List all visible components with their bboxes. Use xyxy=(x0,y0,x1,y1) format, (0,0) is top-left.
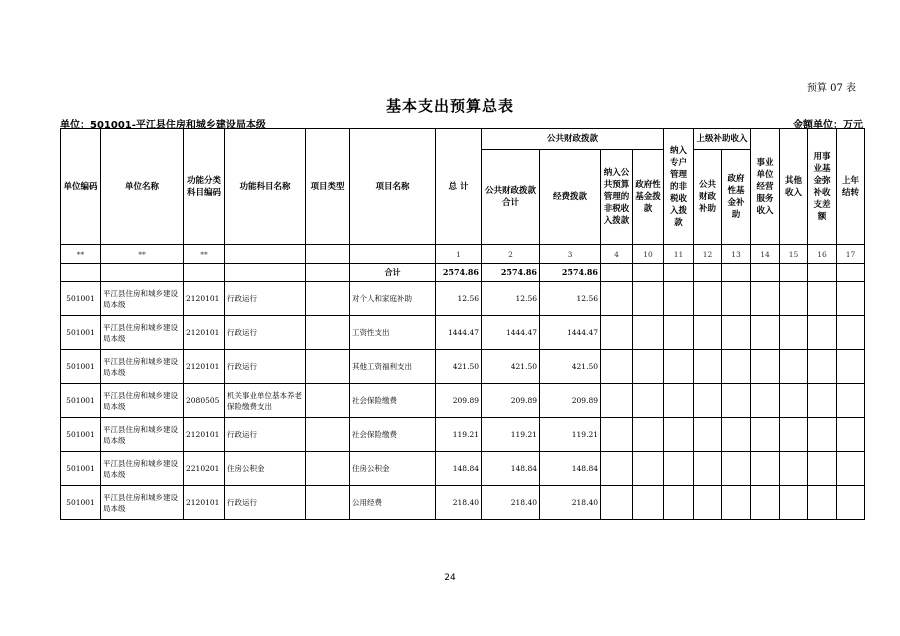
header-unit-name: 单位名称 xyxy=(101,129,184,245)
public-total-cell: 119.21 xyxy=(482,418,540,452)
func-code-cell: 2120101 xyxy=(184,418,225,452)
empty-cell xyxy=(633,264,664,282)
project-name-cell: 住房公积金 xyxy=(350,452,436,486)
project-type-cell xyxy=(306,350,350,384)
header-nontax: 纳入公共预算管理的非税收入拨款 xyxy=(601,150,633,245)
table-row xyxy=(61,418,865,452)
empty-cell xyxy=(664,282,694,316)
empty-cell xyxy=(780,264,808,282)
empty-cell xyxy=(751,282,780,316)
index-cell: 17 xyxy=(837,245,865,264)
empty-cell xyxy=(601,486,633,520)
func-name-cell: 行政运行 xyxy=(225,282,306,316)
empty-cell xyxy=(664,452,694,486)
index-cell: 1 xyxy=(436,245,482,264)
func-code-cell: 2210201 xyxy=(184,452,225,486)
total-cell: 218.40 xyxy=(436,486,482,520)
amount-unit-label: 金额单位：万元 xyxy=(793,120,863,131)
total-cell: 148.84 xyxy=(436,452,482,486)
project-type-cell xyxy=(306,486,350,520)
empty-cell xyxy=(780,282,808,316)
header-fund-balance: 用事业基金弥补收支差额 xyxy=(808,129,837,245)
func-name-cell: 行政运行 xyxy=(225,316,306,350)
empty-cell xyxy=(722,316,751,350)
empty-cell xyxy=(633,452,664,486)
public-total-cell: 218.40 xyxy=(482,486,540,520)
total-cell: 421.50 xyxy=(436,350,482,384)
project-name-cell: 其他工资福利支出 xyxy=(350,350,436,384)
unit-code-cell: 501001 xyxy=(61,384,101,418)
empty-cell xyxy=(633,316,664,350)
empty-cell xyxy=(664,418,694,452)
empty-cell xyxy=(694,452,722,486)
empty-cell xyxy=(808,350,837,384)
public-total-cell: 148.84 xyxy=(482,452,540,486)
index-cell: 15 xyxy=(780,245,808,264)
project-type-cell xyxy=(306,384,350,418)
header-project-name: 项目名称 xyxy=(350,129,436,245)
empty-cell xyxy=(780,316,808,350)
header-total: 总 计 xyxy=(436,129,482,245)
project-type-cell xyxy=(306,418,350,452)
empty-cell xyxy=(751,316,780,350)
header-unit-code: 单位编码 xyxy=(61,129,101,245)
func-name-cell: 行政运行 xyxy=(225,486,306,520)
empty-cell xyxy=(633,486,664,520)
header-row-1 xyxy=(61,129,865,150)
header-func-code: 功能分类科目编码 xyxy=(184,129,225,245)
header-public-total: 公共财政拨款合计 xyxy=(482,150,540,245)
unit-label: 单位：501001-平江县住房和城乡建设局本级 xyxy=(60,120,266,131)
project-type-cell xyxy=(306,452,350,486)
empty-cell xyxy=(808,264,837,282)
index-cell xyxy=(350,245,436,264)
header-special-nontax: 纳入专户管理的非税收入拨款 xyxy=(664,129,694,245)
empty-cell xyxy=(225,264,306,282)
empty-cell xyxy=(751,264,780,282)
empty-cell xyxy=(780,384,808,418)
func-code-cell: 2120101 xyxy=(184,316,225,350)
total-sum: 2574.86 xyxy=(436,264,482,282)
empty-cell xyxy=(664,486,694,520)
func-name-cell: 行政运行 xyxy=(225,350,306,384)
empty-cell xyxy=(633,282,664,316)
func-name-cell: 住房公积金 xyxy=(225,452,306,486)
func-code-cell: 2120101 xyxy=(184,350,225,384)
empty-cell xyxy=(722,384,751,418)
project-type-cell xyxy=(306,316,350,350)
funds-cell: 12.56 xyxy=(540,282,601,316)
index-cell xyxy=(225,245,306,264)
unit-name-cell: 平江县住房和城乡建设局本级 xyxy=(101,350,184,384)
empty-cell xyxy=(837,282,865,316)
index-cell: 11 xyxy=(664,245,694,264)
header-func-name: 功能科目名称 xyxy=(225,129,306,245)
header-group-superior-subsidy: 上级补助收入 xyxy=(694,129,751,150)
index-cell: ** xyxy=(61,245,101,264)
funds-cell: 148.84 xyxy=(540,452,601,486)
empty-cell xyxy=(722,452,751,486)
total-cell: 12.56 xyxy=(436,282,482,316)
table-row xyxy=(61,486,865,520)
project-name-cell: 社会保险缴费 xyxy=(350,384,436,418)
unit-code-cell: 501001 xyxy=(61,350,101,384)
page-number: 24 xyxy=(444,573,456,583)
funds-cell: 119.21 xyxy=(540,418,601,452)
empty-cell xyxy=(633,350,664,384)
empty-cell xyxy=(722,350,751,384)
project-name-cell: 对个人和家庭补助 xyxy=(350,282,436,316)
unit-name-cell: 平江县住房和城乡建设局本级 xyxy=(101,418,184,452)
header-group-public-funds: 公共财政拨款 xyxy=(482,129,664,150)
func-code-cell: 2120101 xyxy=(184,486,225,520)
unit-name-cell: 平江县住房和城乡建设局本级 xyxy=(101,282,184,316)
page-title: 基本支出预算总表 xyxy=(385,97,514,115)
data-rows xyxy=(61,282,865,520)
header-business-income: 事业单位经营服务收入 xyxy=(751,129,780,245)
index-cell xyxy=(306,245,350,264)
empty-cell xyxy=(664,350,694,384)
total-cell: 1444.47 xyxy=(436,316,482,350)
total-cell: 119.21 xyxy=(436,418,482,452)
empty-cell xyxy=(780,486,808,520)
empty-cell xyxy=(664,384,694,418)
empty-cell xyxy=(601,316,633,350)
project-name-cell: 社会保险缴费 xyxy=(350,418,436,452)
empty-cell xyxy=(808,316,837,350)
empty-cell xyxy=(694,264,722,282)
header-project-type: 项目类型 xyxy=(306,129,350,245)
empty-cell xyxy=(601,282,633,316)
empty-cell xyxy=(751,350,780,384)
index-cell: 13 xyxy=(722,245,751,264)
empty-cell xyxy=(751,486,780,520)
empty-cell xyxy=(780,452,808,486)
funds-cell: 1444.47 xyxy=(540,316,601,350)
funds-cell: 421.50 xyxy=(540,350,601,384)
header-gov-fund-subsidy: 政府性基金补助 xyxy=(722,150,751,245)
empty-cell xyxy=(61,264,101,282)
empty-cell xyxy=(722,486,751,520)
func-name-cell: 机关事业单位基本养老保险缴费支出 xyxy=(225,384,306,418)
empty-cell xyxy=(633,418,664,452)
empty-cell xyxy=(751,418,780,452)
funds-cell: 209.89 xyxy=(540,384,601,418)
header-other-income: 其他收入 xyxy=(780,129,808,245)
empty-cell xyxy=(722,418,751,452)
empty-cell xyxy=(808,452,837,486)
unit-name-cell: 平江县住房和城乡建设局本级 xyxy=(101,452,184,486)
public-total-cell: 1444.47 xyxy=(482,316,540,350)
total-label: 合计 xyxy=(350,264,436,282)
func-code-cell: 2120101 xyxy=(184,282,225,316)
header-carryover: 上年结转 xyxy=(837,129,865,245)
empty-cell xyxy=(601,264,633,282)
unit-code-cell: 501001 xyxy=(61,452,101,486)
index-cell: 2 xyxy=(482,245,540,264)
index-cell: 4 xyxy=(601,245,633,264)
unit-name-cell: 平江县住房和城乡建设局本级 xyxy=(101,316,184,350)
empty-cell xyxy=(837,350,865,384)
header-public-subsidy: 公共财政补助 xyxy=(694,150,722,245)
empty-cell xyxy=(722,282,751,316)
unit-code-cell: 501001 xyxy=(61,418,101,452)
empty-cell xyxy=(837,316,865,350)
empty-cell xyxy=(694,384,722,418)
empty-cell xyxy=(751,452,780,486)
total-funds-sum: 2574.86 xyxy=(540,264,601,282)
budget-table xyxy=(60,128,865,520)
total-cell: 209.89 xyxy=(436,384,482,418)
table-row xyxy=(61,384,865,418)
empty-cell xyxy=(808,282,837,316)
index-cell: ** xyxy=(101,245,184,264)
func-name-cell: 行政运行 xyxy=(225,418,306,452)
funds-cell: 218.40 xyxy=(540,486,601,520)
total-row xyxy=(61,264,865,282)
index-cell: 10 xyxy=(633,245,664,264)
unit-code-cell: 501001 xyxy=(61,282,101,316)
empty-cell xyxy=(306,264,350,282)
project-name-cell: 公用经费 xyxy=(350,486,436,520)
empty-cell xyxy=(601,350,633,384)
project-type-cell xyxy=(306,282,350,316)
empty-cell xyxy=(780,418,808,452)
empty-cell xyxy=(101,264,184,282)
empty-cell xyxy=(664,264,694,282)
empty-cell xyxy=(601,452,633,486)
total-public-sum: 2574.86 xyxy=(482,264,540,282)
unit-name-cell: 平江县住房和城乡建设局本级 xyxy=(101,486,184,520)
empty-cell xyxy=(633,384,664,418)
form-number: 预算 07 表 xyxy=(806,83,856,94)
empty-cell xyxy=(694,316,722,350)
empty-cell xyxy=(694,282,722,316)
empty-cell xyxy=(184,264,225,282)
empty-cell xyxy=(808,418,837,452)
empty-cell xyxy=(601,418,633,452)
empty-cell xyxy=(751,384,780,418)
empty-cell xyxy=(664,316,694,350)
index-cell: ** xyxy=(184,245,225,264)
empty-cell xyxy=(694,486,722,520)
table-row xyxy=(61,350,865,384)
index-cell: 16 xyxy=(808,245,837,264)
table-row xyxy=(61,452,865,486)
table-row xyxy=(61,316,865,350)
public-total-cell: 12.56 xyxy=(482,282,540,316)
project-name-cell: 工资性支出 xyxy=(350,316,436,350)
table-row xyxy=(61,282,865,316)
unit-code-cell: 501001 xyxy=(61,316,101,350)
public-total-cell: 421.50 xyxy=(482,350,540,384)
public-total-cell: 209.89 xyxy=(482,384,540,418)
empty-cell xyxy=(694,350,722,384)
empty-cell xyxy=(837,486,865,520)
empty-cell xyxy=(837,452,865,486)
unit-code-cell: 501001 xyxy=(61,486,101,520)
empty-cell xyxy=(837,264,865,282)
empty-cell xyxy=(837,384,865,418)
empty-cell xyxy=(601,384,633,418)
index-cell: 12 xyxy=(694,245,722,264)
empty-cell xyxy=(808,384,837,418)
header-funds: 经费拨款 xyxy=(540,150,601,245)
empty-cell xyxy=(780,350,808,384)
empty-cell xyxy=(837,418,865,452)
unit-name-cell: 平江县住房和城乡建设局本级 xyxy=(101,384,184,418)
index-row xyxy=(61,245,865,264)
empty-cell xyxy=(694,418,722,452)
func-code-cell: 2080505 xyxy=(184,384,225,418)
empty-cell xyxy=(722,264,751,282)
empty-cell xyxy=(808,486,837,520)
index-cell: 14 xyxy=(751,245,780,264)
header-gov-fund: 政府性基金拨款 xyxy=(633,150,664,245)
index-cell: 3 xyxy=(540,245,601,264)
